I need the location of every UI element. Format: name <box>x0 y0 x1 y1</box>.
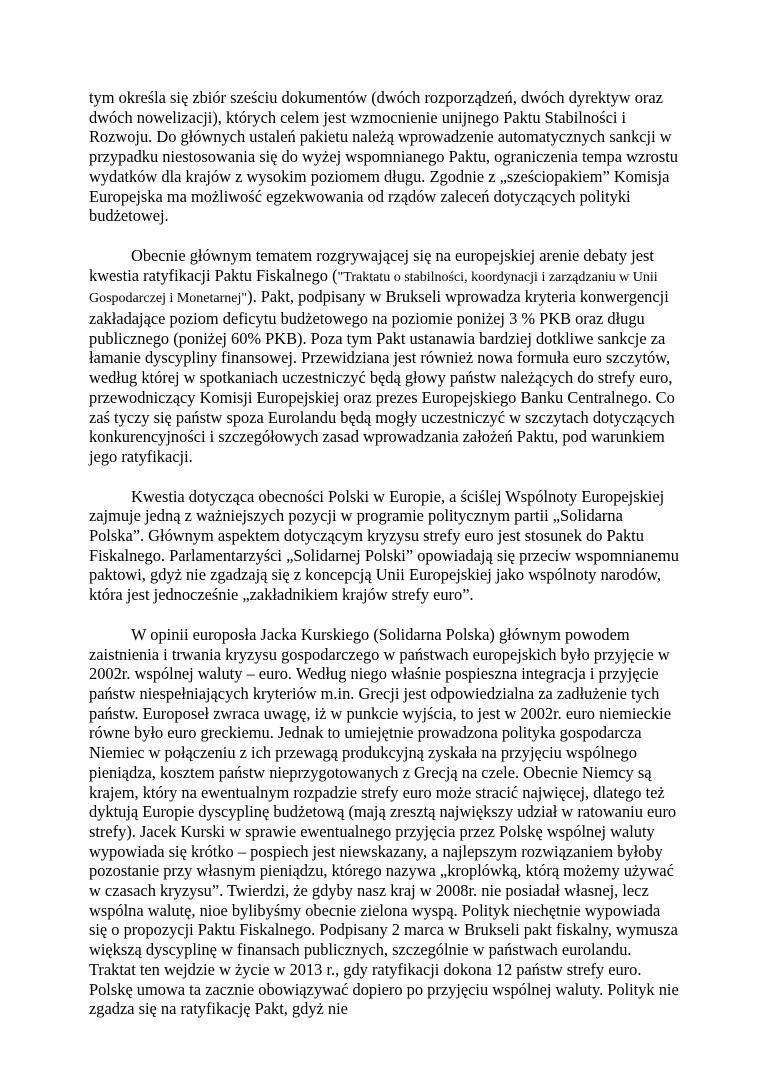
fiscal-pact-tail: ). Pakt, podpisany w Brukseli wprowadza kryteria konwergencji zakładające poziom deficytu budżetowego na poziomie poniżej 3 % PKB oraz długu publicznego (poniżej 60% PKB). Poza tym Pakt ustanawia bardziej dotkliwe sankcje za łamanie dyscypliny finansowej. Przewidziana jest również nowa formuła euro szczytów, według której w spotkaniach uczestniczyć będą głowy państw należących do strefy euro, przewodniczący Komisji Europejskiej oraz prezes Europejskiego Banku Centralnego. Co zaś tyczy się państw spoza Eurolandu będą mogły uczestniczyć w szczytach dotyczących konkurencyjności i szczegółowych zasad wprowadzania założeń Paktu, pod warunkiem jego ratyfikacji. <box>89 287 675 466</box>
body-text <box>89 88 679 1039</box>
paragraph-fiscal-pact <box>89 246 679 467</box>
paragraph-solidarna-polska: Kwestia dotycząca obecności Polski w Europie, a ściślej Wspólnoty Europejskiej zajmuje jedną z ważniejszych pozycji w programie politycznym partii „Solidarna Polska”. Głównym aspektem dotyczącym kryzysu strefy euro jest stosunek do Paktu Fiskalnego. Parlamentarzyści „Solidarnej Polski” opowiadają się przeciw wspomnianemu paktowi, gdyż nie zgadzają się z koncepcją Unii Europejskiej jako wspólnoty narodów, która jest jednocześnie „zakładnikiem krajów strefy euro”. <box>89 486 679 605</box>
paragraph-six-pack: tym określa się zbiór sześciu dokumentów (dwóch rozporządzeń, dwóch dyrektyw oraz dwóch nowelizacji), których celem jest wzmocnienie unijnego Paktu Stabilności i Rozwoju. Do głównych ustaleń pakietu należą wprowadzenie automatycznych sankcji w przypadku niestosowania się do wyżej wspomnianego Paktu, ograniczenia tempa wzrostu wydatków dla krajów z wysokim poziomem długu. Zgodnie z „sześciopakiem” Komisja Europejska ma możliwość egzekwowania od rządów zaleceń dotyczących polityki budżetowej. <box>89 88 678 226</box>
treaty-full-name: "Traktatu o stabilności, koordynacji i zarządzaniu w Unii Gospodarczej i Monetarnej" <box>89 269 658 307</box>
paragraph-kurski-opinion: W opinii europosła Jacka Kurskiego (Solidarna Polska) głównym powodem zaistnienia i trwania kryzysu gospodarczego w państwach europejskich było przyjęcie w 2002r. wspólnej waluty – euro. Według niego właśnie pospieszna integracja i przyjęcie państw niespełniających kryteriów m.in. Grecji jest odpowiedzialna za zadłużenie tych państw. Europoseł zwraca uwagę, iż w punkcie wyjścia, to jest w 2002r. euro niemieckie równe było euro greckiemu. Jednak to umiejętnie prowadzona polityka gospodarcza Niemiec w połączeniu z ich przewagą produkcyjną zyskała na przyjęciu wspólnego pieniądza, kosztem państw nieprzygotowanych z Grecją na czele. Obecnie Niemcy są krajem, który na ewentualnym rozpadzie strefy euro może stracić najwięcej, dlatego też dyktują Europie dyscyplinę budżetową (mają zresztą największy udział w ratowaniu euro strefy). Jacek Kurski w sprawie ewentualnego przyjęcia przez Polskę wspólnej waluty wypowiada się krótko – pospiech jest niewskazany, a najlepszym rozwiązaniem byłoby pozostanie przy własnym pieniądzu, którego nazywa „kroplówką, którą możemy używać w czasach kryzysu”. Twierdzi, że gdyby nasz kraj w 2008r. nie posiadał własnej, lecz wspólna walutę, nioe bylibyśmy obecnie zielona wyspą. Polityk niechętnie wypowiada się o propozycji Paktu Fiskalnego. Podpisany 2 marca w Brukseli pakt fiskalny, wymusza większą dyscyplinę w finansach publicznych, szczególnie w państwach eurolandu. Traktat ten wejdzie w życie w 2013 r., gdy ratyfikacji dokona 12 państw strefy euro. Polskę umowa ta zacznie obowiązywać dopiero po przyjęciu wspólnej waluty. Polityk nie zgadza się na ratyfikację Pakt, gdyż nie <box>89 624 679 1019</box>
fiscal-pact-lead: Obecnie głównym tematem rozgrywającej się na europejskiej arenie debaty jest kwestia ratyfikacji Paktu Fiskalnego ( <box>89 245 654 285</box>
